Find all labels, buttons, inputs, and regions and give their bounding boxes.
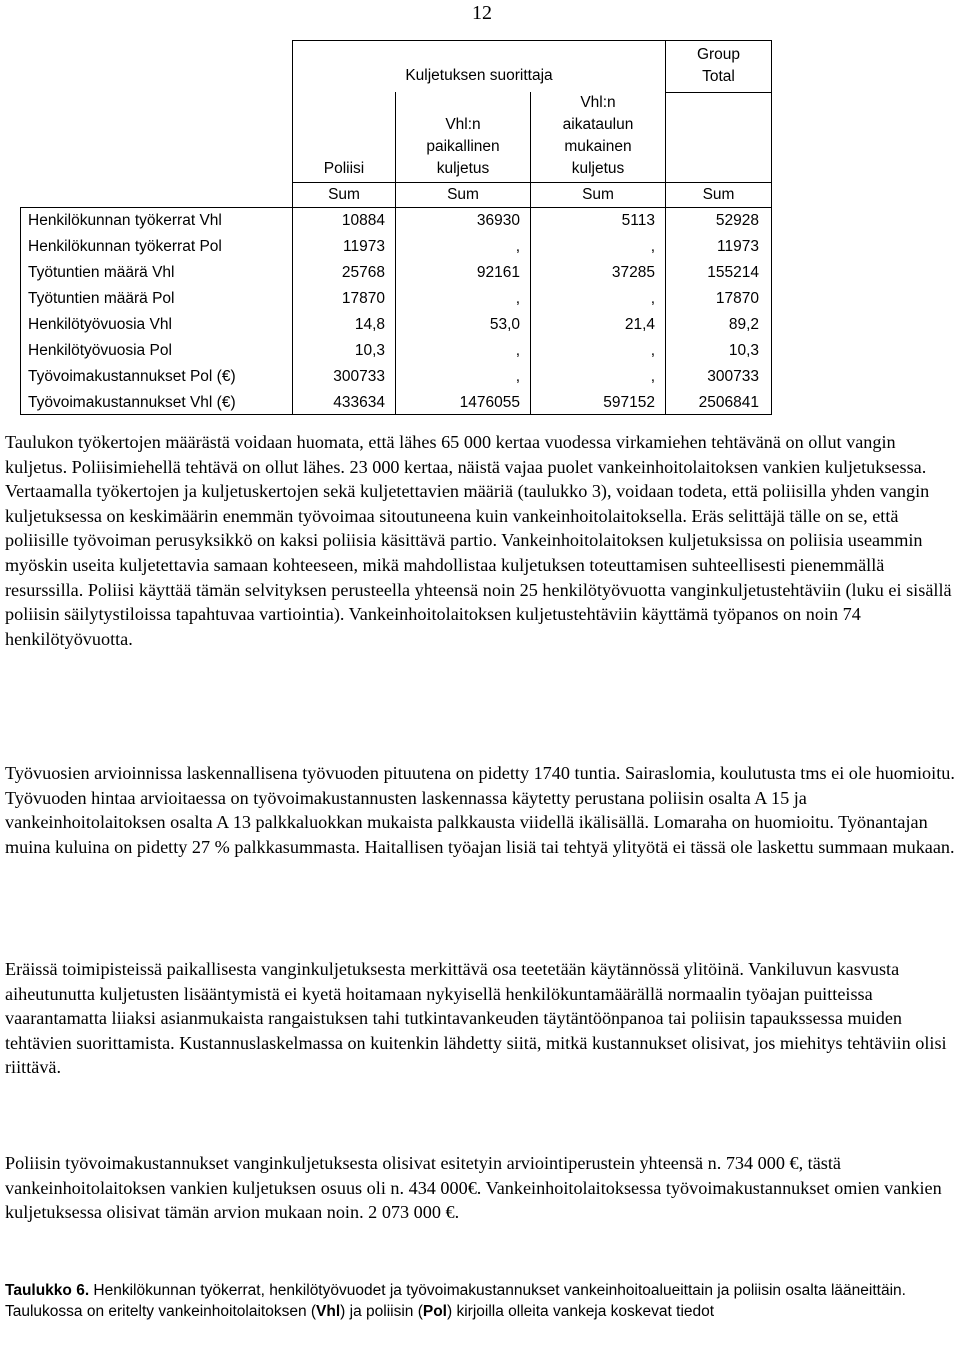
table-cell: 37285 [611,264,655,281]
col-header-vhl-paikallinen: Vhl:n [445,116,481,133]
table-cell: 10,3 [728,342,759,359]
table-cell: , [515,342,520,359]
col-header-vhl-aikataulun: mukainen [564,138,632,155]
col-header-vhl-aikataulun: kuljetus [571,160,625,177]
group-header: Kuljetuksen suorittaja [405,67,553,84]
caption-text: Henkilökunnan työkerrat, henkilötyövuodet ja työvoimakustannukset vankeinhoitoalueittain ja poliisin osalta lääneittäin. Taulukossa on eritelty vankeinhoitolaitoksen ( [5,1282,906,1320]
table-cell: 36930 [476,212,520,229]
table-cell: 52928 [715,212,759,229]
paragraph-text: Eräissä toimipisteissä paikallisesta vanginkuljetuksesta merkittävä osa teetetään käytännössä ylitöinä. Vankiluvun kasvusta aiheutunutta kuljetusten lisääntymistä ei kyetä hoitamaan nykyisellä henkilökuntamäärällä normaalin työajan puitteissa vaarantamatta liiaksi asianmukaista rangaistuksen tahi tutkintavankeuden täytäntöönpanoa tai poliisin tapaukssessa muiden tehtävien suorittamista. Kustannuslaskelmassa on kuitenkin lähdetty siitä, mitkä kustannukset olisivat, jos miehitys tehtäviin olisi riittävä. [5,959,947,1078]
total-header-line2: Total [702,68,735,85]
col-header-vhl-paikallinen: paikallinen [426,138,500,155]
table-line [292,182,772,183]
row-label: Työvoimakustannukset Pol (€) [28,368,236,385]
row-label: Työtuntien määrä Pol [28,290,175,307]
row-label: Henkilötyövuosia Pol [28,342,172,359]
paragraph-text: Taulukon työkertojen määrästä voidaan huomata, että lähes 65 000 kertaa vuodessa virkamiehen tehtävänä on ollut vangin kuljetus. Poliisimiehellä tehtävä on ollut lähes. 23 000 kertaa, näistä vajaa puolet vankeinhoitolaitoksen vankien kuljetuksessa. Vertaamalla työkertojen ja kuljetuskertojen sekä kuljetettavien määriä (taulukko 3), voidaan todeta, että poliisilla yhden vangin kuljetuksessa on keskimäärin enemmän työvoimaa sitoutuneena kuin vankeinhoitolaitoksella. Eräs selittäjä tälle on se, että poliisille työvoiman perusyksikkö on kaksi poliisia käsittävä partio. Vankeinhoitolaitoksen kuljetuksissa on poliisia useammin myöskin useita kuljetettavia samaan kohteeseen, mikä mahdollistaa kuljetuksen toteuttamisen suhteellisesti pienemmällä resurssilla. Poliisi käyttää tämän selvityksen perusteella yhteensä noin 25 henkilötyövuotta vanginkuljetustehtäviin (luku ei sisällä poliisin säilytystiloissa tapahtuvaa vartiointia). Vankeinhoitolaitoksen kuljetustehtäviin käyttämä työpanos on noin 74 henkilötyövuotta. [5,432,952,649]
table-cell: 597152 [603,394,655,411]
paragraph-text: Poliisin työvoimakustannukset vanginkuljetuksesta olisivat esitetyin arviointiperustein yhteensä n. 734 000 €, tästä vankeinhoitolaitoksen vankien kuljetuksen osuus oli n. 434 000€. Vankeinhoitolaitoksessa työvoimakustannukset omien vankien kuljetuksessa olisivat tämän arvion mukaan noin. 2 073 000 €. [5,1153,942,1223]
table-cell: , [515,290,520,307]
caption-text: ) ja poliisin ( [340,1302,423,1320]
col-header-vhl-aikataulun: Vhl:n [580,94,616,111]
paragraph [5,430,955,651]
table-cell: , [515,368,520,385]
col-header-vhl-paikallinen: kuljetus [436,160,490,177]
table-cell: 300733 [707,368,759,385]
table-cell: 10884 [341,212,385,229]
table-cell: , [650,342,655,359]
row-label: Henkilökunnan työkerrat Pol [28,238,222,255]
table-line [665,92,772,93]
stat-label: Sum [582,186,614,203]
col-header-poliisi: Poliisi [323,160,365,177]
row-label: Henkilökunnan työkerrat Vhl [28,212,222,229]
table-cell: , [650,238,655,255]
stat-label: Sum [328,186,360,203]
table-line [20,207,21,415]
table-cell: 300733 [333,368,385,385]
table-cell: 14,8 [354,316,385,333]
table-cell: 11973 [343,238,385,255]
table-line [292,40,772,41]
stat-label: Sum [447,186,479,203]
table-caption [5,1281,955,1322]
table-cell: 5113 [621,212,655,229]
table-cell: 17870 [715,290,759,307]
table-cell: , [515,238,520,255]
table-cell: 21,4 [624,316,655,333]
stat-label: Sum [702,186,735,203]
table-cell: 92161 [476,264,520,281]
caption-label: Taulukko 6. [5,1282,90,1299]
data-table [0,0,960,420]
caption-text: ) kirjoilla olleita vankeja koskevat tiedot [447,1302,715,1320]
table-cell: 53,0 [489,316,520,333]
table-line [771,40,772,415]
table-line [20,207,772,208]
paragraph-text: Työvuosien arvioinnissa laskennallisena työvuoden pituutena on pidetty 1740 tuntia. Sairaslomia, koulutusta tms ei ole huomioitu. Työvuoden hintaa arvioitaessa on työvoimakustannusten laskennassa käytetty perustana poliisin osalta A 15 ja vankeinhoitolaitoksen osalta A 13 palkkaluokkan mukaista palkkausta viidellä ikälisällä. Lomaraha on huomioitu. Työnantajan muina kuluina on pidetty 27 % palkkasummasta. Haitallisen työajan lisiä tai tehtyä ylityötä ei tässä ole laskettu summaan mukaan. [5,763,955,857]
paragraph [5,957,955,1080]
page-number: 12 [472,2,492,24]
table-cell: 17870 [341,290,385,307]
table-cell: 2506841 [698,394,759,411]
table-cell: 25768 [341,264,385,281]
table-cell: , [650,368,655,385]
table-cell: 10,3 [354,342,385,359]
caption-abbr-vhl: Vhl [316,1302,341,1320]
paragraph [5,1151,955,1225]
table-cell: 155214 [707,264,759,281]
total-header-line1: Group [696,46,741,63]
row-label: Työtuntien määrä Vhl [28,264,175,281]
table-line [20,414,772,415]
row-label: Henkilötyövuosia Vhl [28,316,172,333]
table-cell: 433634 [333,394,385,411]
row-label: Työvoimakustannukset Vhl (€) [28,394,236,411]
table-cell: 89,2 [728,316,759,333]
col-header-vhl-aikataulun: aikataulun [562,116,634,133]
paragraph [5,761,955,859]
table-cell: 1476055 [459,394,520,411]
caption-abbr-pol: Pol [422,1302,447,1320]
table-cell: , [650,290,655,307]
table-cell: 11973 [717,238,759,255]
